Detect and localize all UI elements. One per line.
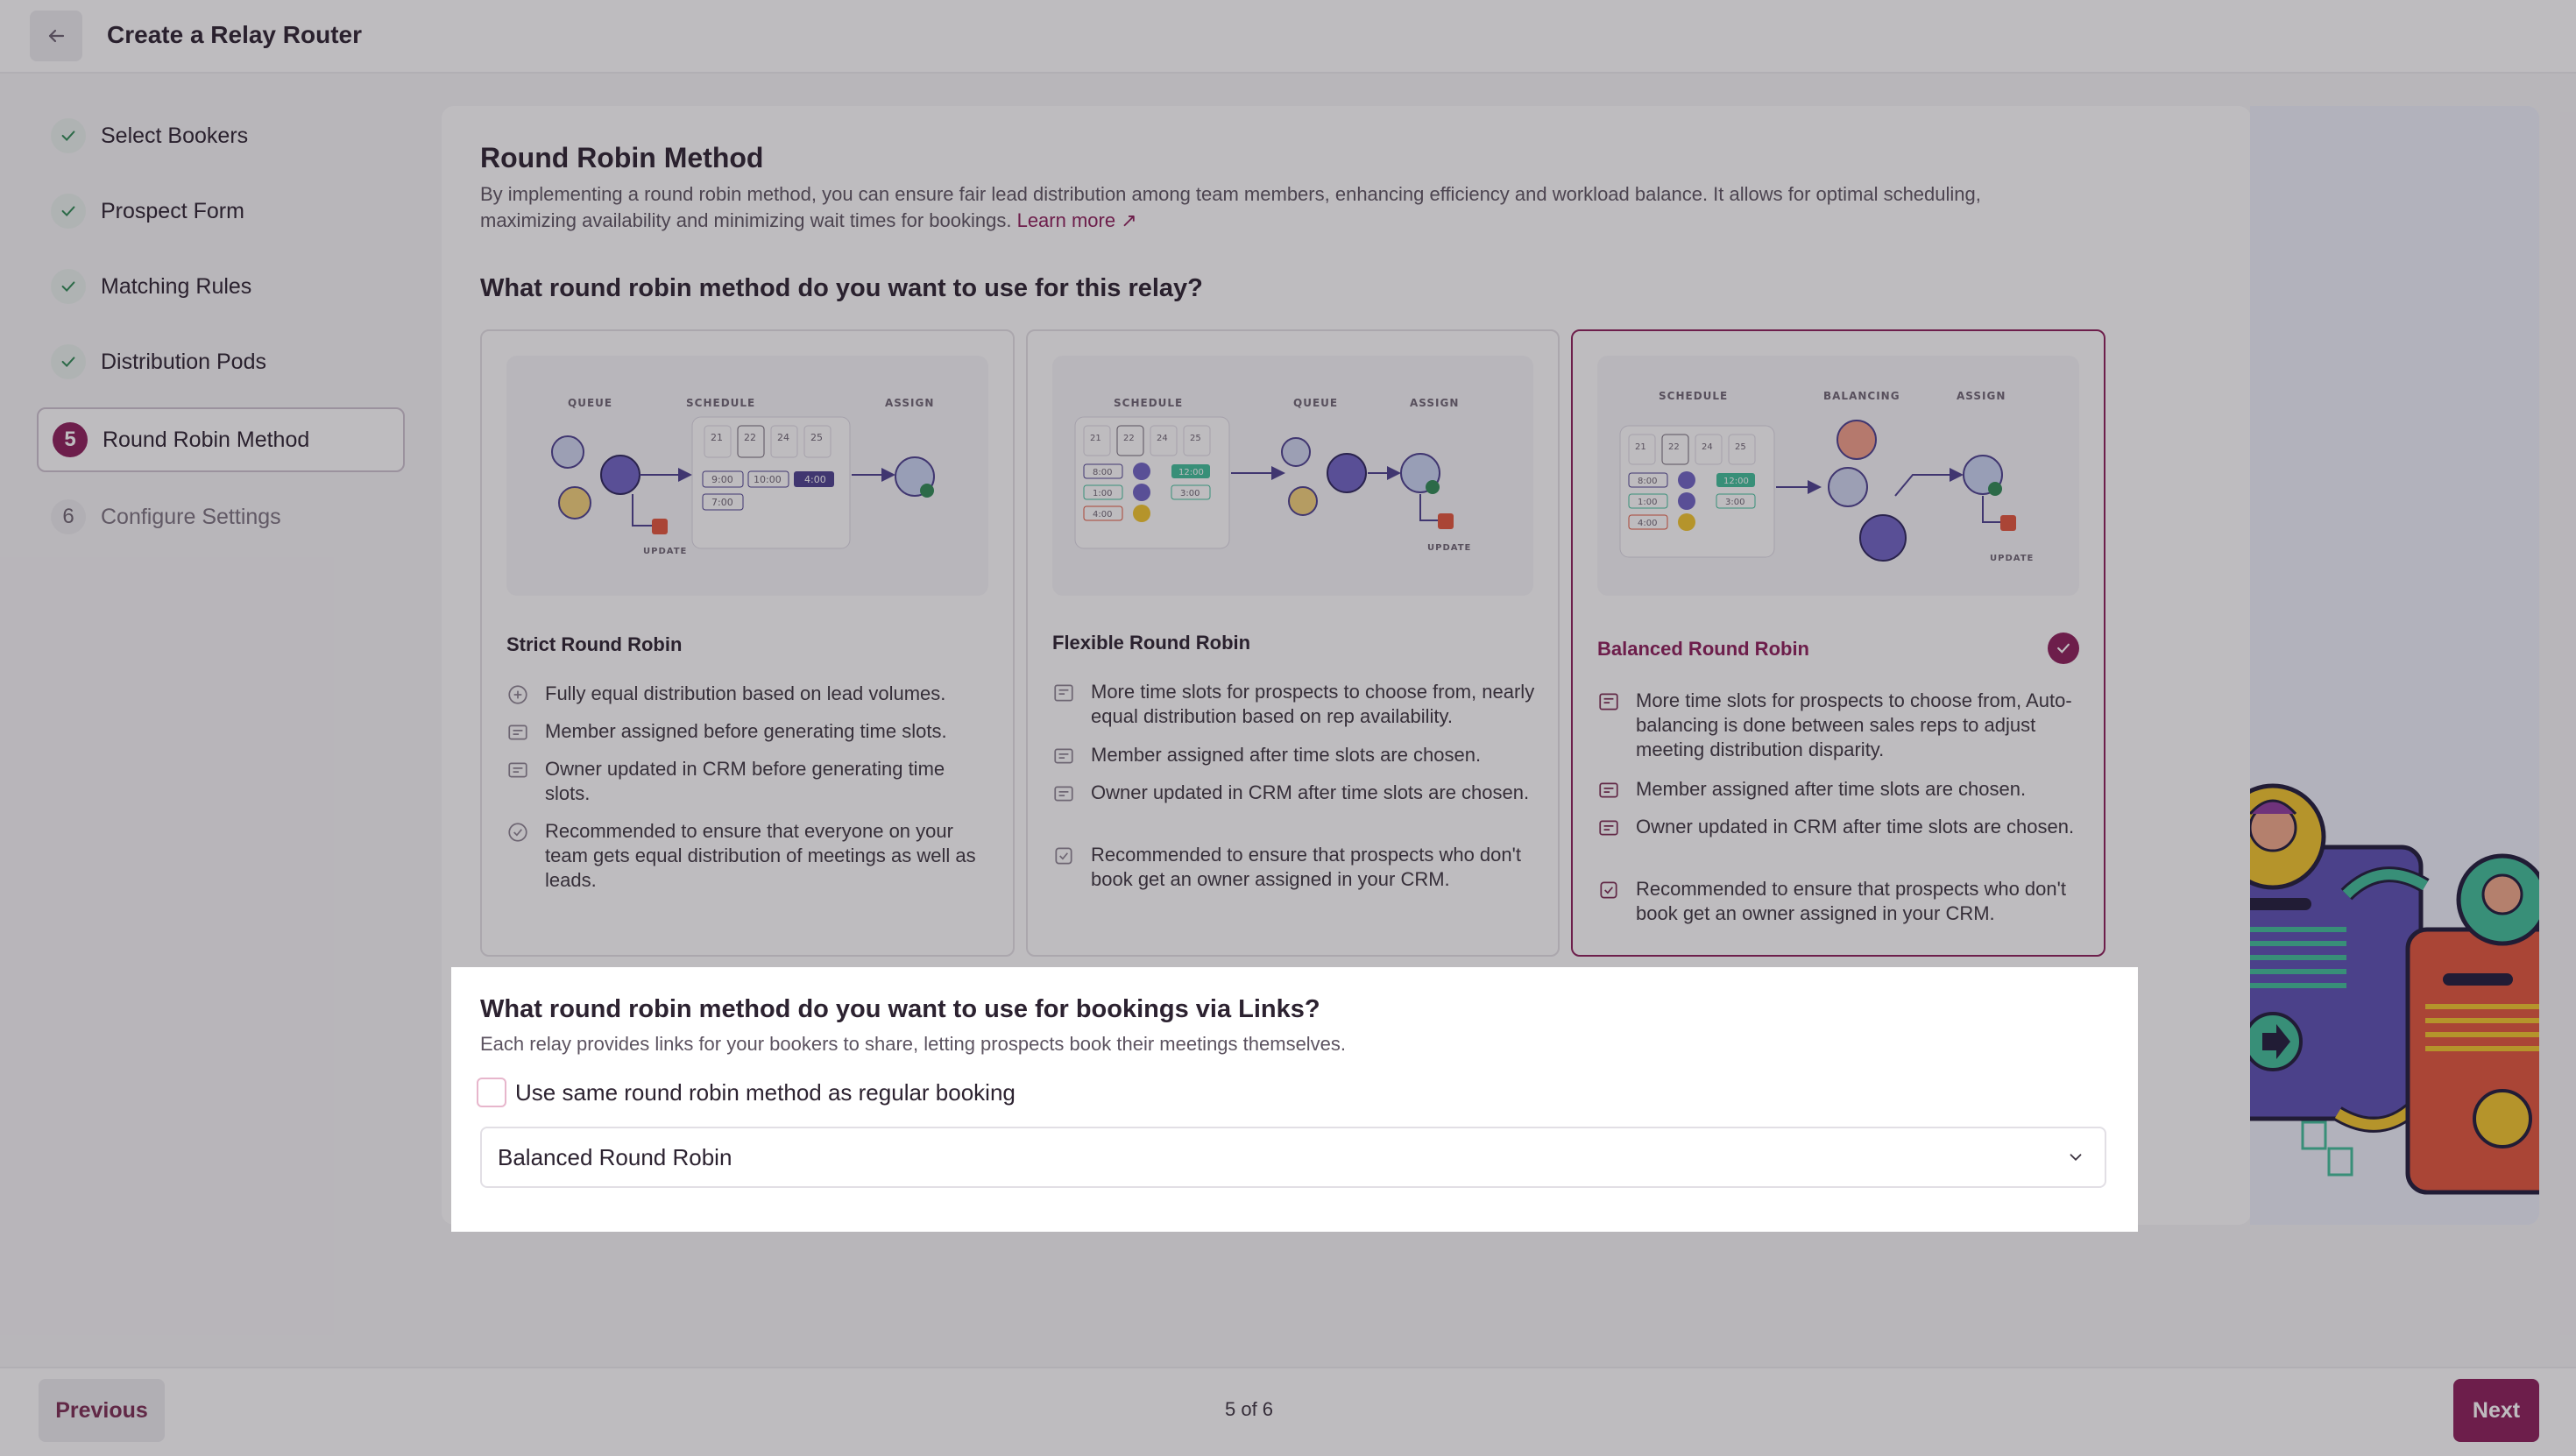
card-title: Flexible Round Robin (1052, 632, 1251, 654)
time-slot: 9:00 (711, 474, 733, 485)
calendar-day: 21 (1635, 442, 1646, 452)
calendar-day: 21 (1090, 434, 1101, 443)
calendar-day: 25 (1735, 442, 1746, 452)
calendar-day: 21 (711, 432, 723, 443)
calendar-day: 22 (1668, 442, 1680, 452)
feature-text: Member assigned after time slots are chosen. (1091, 744, 1482, 766)
same-method-checkbox[interactable] (477, 1078, 506, 1107)
description-text: By implementing a round robin method, you can ensure fair lead distribution among team members, enhancing efficiency and workload balance. It allows for optimal scheduling, maximizing availability and minimizing wait times for bookings. (480, 183, 1981, 231)
chevron-down-icon (2066, 1148, 2085, 1167)
step-label: Configure Settings (101, 504, 281, 529)
section-title: Round Robin Method (480, 142, 764, 173)
illus-label: BALANCING (1823, 390, 1900, 402)
select-value: Balanced Round Robin (498, 1143, 732, 1170)
calendar-day: 24 (1157, 434, 1168, 443)
feature-text: Member assigned before generating time slots. (545, 720, 947, 742)
illus-label: UPDATE (643, 547, 688, 556)
illus-label: SCHEDULE (1659, 390, 1729, 402)
time-slot: 8:00 (1093, 468, 1113, 477)
calendar-day: 22 (1123, 434, 1135, 443)
step-label: Distribution Pods (101, 349, 266, 374)
step-label: Matching Rules (101, 273, 252, 299)
illus-label: QUEUE (568, 397, 613, 409)
illus-label: QUEUE (1293, 397, 1339, 409)
step-label: Prospect Form (101, 198, 244, 223)
links-description: Each relay provides links for your bookers to share, letting prospects book their meetings themselves. (480, 1033, 1347, 1055)
illus-label: UPDATE (1990, 554, 2035, 563)
illus-label: SCHEDULE (1114, 397, 1184, 409)
step-label: Round Robin Method (103, 427, 310, 452)
previous-button[interactable]: Previous (39, 1379, 165, 1442)
feature-text: More time slots for prospects to choose from, Auto-balancing is done between sales reps to adjust meeting distribution disparity. (1636, 689, 2072, 760)
same-method-label[interactable]: Use same round robin method as regular booking (515, 1079, 1016, 1106)
next-button[interactable]: Next (2453, 1379, 2539, 1442)
calendar-day: 22 (744, 432, 756, 443)
links-method-select[interactable] (480, 1127, 2106, 1188)
calendar-day: 24 (777, 432, 789, 443)
links-question: What round robin method do you want to use for bookings via Links? (480, 995, 1320, 1023)
illus-label: SCHEDULE (686, 397, 756, 409)
step-number: 5 (53, 422, 88, 457)
illus-label: ASSIGN (1957, 390, 2006, 402)
illus-label: ASSIGN (885, 397, 935, 409)
illus-label: UPDATE (1427, 543, 1472, 553)
time-slot: 12:00 (1178, 468, 1204, 477)
time-slot: 1:00 (1093, 489, 1113, 498)
feature-text: Owner updated in CRM before generating time slots. (545, 758, 945, 804)
learn-more-link[interactable]: Learn more ↗ (1016, 209, 1137, 231)
calendar-day: 25 (810, 432, 823, 443)
feature-text: More time slots for prospects to choose from, nearly equal distribution based on rep availability. (1091, 681, 1535, 727)
page-title: Create a Relay Router (107, 21, 363, 48)
feature-text: Recommended to ensure that prospects who don't book get an owner assigned in your CRM. (1091, 844, 1521, 890)
time-slot: 4:00 (1638, 519, 1658, 528)
time-slot: 8:00 (1638, 477, 1658, 486)
time-slot: 4:00 (1093, 510, 1113, 519)
time-slot: 7:00 (711, 497, 733, 508)
step-counter: 5 of 6 (1225, 1398, 1274, 1420)
step-label: Select Bookers (101, 123, 249, 148)
time-slot: 4:00 (804, 474, 826, 485)
feature-text: Owner updated in CRM after time slots are chosen. (1636, 816, 2075, 838)
feature-text: Member assigned after time slots are chosen. (1636, 778, 2027, 800)
card-title: Strict Round Robin (506, 633, 683, 655)
step-number: 6 (51, 499, 86, 534)
calendar-day: 25 (1190, 434, 1201, 443)
feature-text: Recommended to ensure that everyone on your team gets equal distribution of meetings as well as leads. (545, 820, 976, 891)
relay-method-question: What round robin method do you want to use for this relay? (480, 274, 1203, 302)
time-slot: 1:00 (1638, 498, 1658, 507)
time-slot: 12:00 (1723, 477, 1749, 486)
calendar-day: 24 (1702, 442, 1713, 452)
time-slot: 3:00 (1180, 489, 1200, 498)
card-title: Balanced Round Robin (1597, 638, 1809, 660)
illus-label: ASSIGN (1410, 397, 1460, 409)
time-slot: 3:00 (1725, 498, 1745, 507)
feature-text: Owner updated in CRM after time slots are chosen. (1091, 781, 1530, 803)
feature-text: Fully equal distribution based on lead volumes. (545, 682, 946, 704)
time-slot: 10:00 (754, 474, 782, 485)
feature-text: Recommended to ensure that prospects who don't book get an owner assigned in your CRM. (1636, 878, 2066, 924)
